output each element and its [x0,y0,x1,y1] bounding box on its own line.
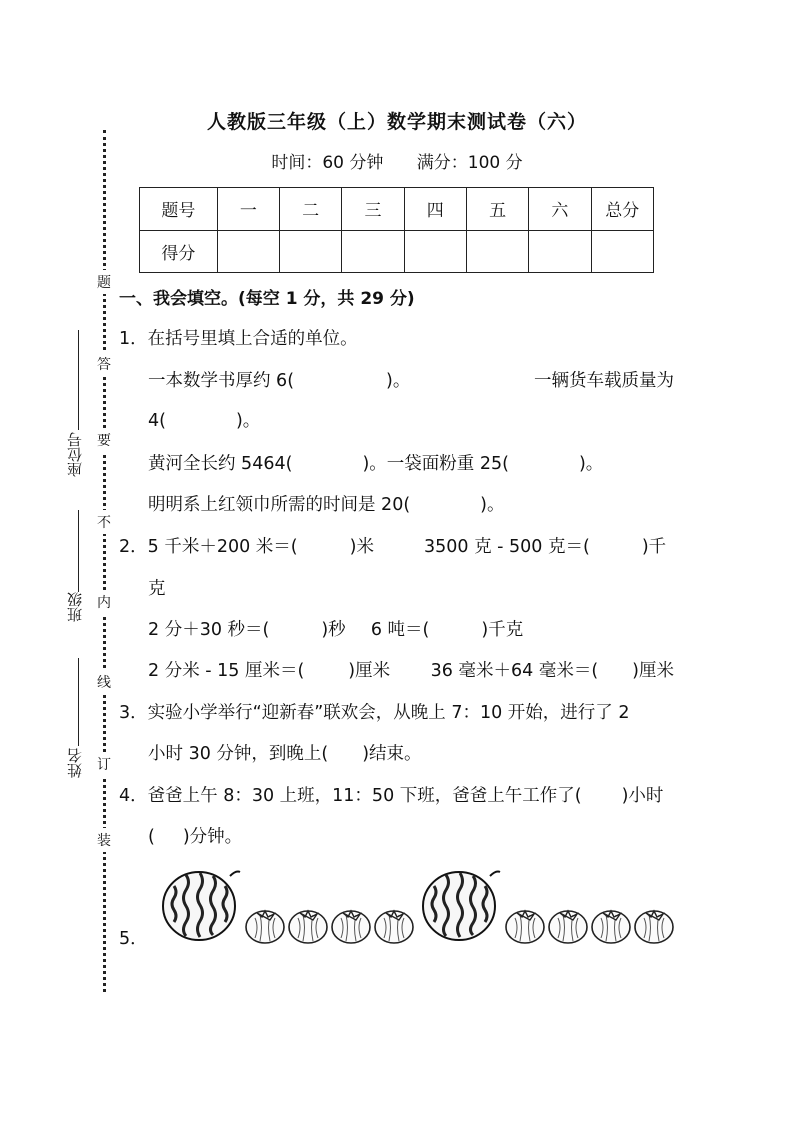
tomato-icon [287,905,329,945]
q1d-end: )。 [480,495,505,515]
score-cell[interactable] [280,230,342,273]
score-header-cell: 总分 [591,188,653,231]
q4-line-2 [148,823,242,848]
score-table-header-row [140,188,654,231]
question-number: 1． [119,329,148,349]
score-table-score-row [140,230,654,273]
q2f-end: )厘米 [632,661,674,681]
q1a-text [148,367,410,392]
q1c-mid: )。一袋面粉重 25( [362,454,509,474]
q2d-start: 6 吨＝( [370,620,430,640]
q2-line-1 [119,533,374,558]
seal-char: 不 [96,510,112,534]
score-header-cell: 三 [342,188,404,231]
q2c-start: 2 分＋30 秒＝( [148,620,270,640]
q2e-text [148,657,390,682]
q3-line-2 [148,740,422,765]
q4-text2: )分钟。 [182,827,243,847]
q2a-start: 5 千米＋200 米＝( [147,537,298,557]
watermelon-icon [160,866,242,942]
q3-text3: )结束。 [362,744,422,764]
q4-text: 爸爸上午 8：30 上班，11：50 下班，爸爸上午工作了( [147,786,582,806]
q2-line-1b [424,533,666,558]
score-row-label: 得分 [140,230,218,273]
q1-line-c [148,450,603,475]
score-cell[interactable] [342,230,404,273]
tomato-icon [590,905,632,945]
score-header-cell: 六 [529,188,591,231]
seal-char: 答 [96,352,112,376]
q2-line-e [148,657,674,682]
q3-text2: 小时 30 分钟，到晚上( [148,744,329,764]
seal-char: 装 [96,828,112,852]
q1c-end: )。 [578,454,604,474]
q4-text-end: )小时 [621,786,664,806]
question-number: 2． [119,537,148,557]
question-text: 在括号里填上合适的单位。 [147,329,358,349]
q1-line-d [148,491,505,516]
score-cell[interactable] [404,230,466,273]
seal-char: 线 [96,670,112,694]
q1-line-b2 [148,407,260,432]
q3-text: 实验小学举行“迎新春”联欢会，从晚上 7：10 开始，进行了 2 [147,703,630,723]
q1b-text: 一辆货车载质量为 [534,371,674,391]
q2f-start: 36 毫米＋64 毫米＝( [430,661,599,681]
exam-title: 人教版三年级（上）数学期末测试卷（六） [206,111,587,133]
score-cell[interactable] [217,230,279,273]
binding-dotted-line [103,130,106,992]
q1c-start: 黄河全长约 5464( [148,454,293,474]
q3-line-1 [119,699,630,724]
q2b-start: 3500 克 - 500 克＝( [424,537,590,557]
score-cell[interactable] [466,230,528,273]
exam-time: 时间：60 分钟 [271,153,384,173]
q5-number: 5． [119,929,148,949]
q1a-end: )。 [386,371,411,391]
question-1-stem [119,325,358,350]
watermelon-icon [420,866,502,942]
seat-number-label: 座位号 [66,432,84,477]
q2e-start: 2 分米 - 15 厘米＝( [148,661,305,681]
score-header-cell: 五 [466,188,528,231]
seal-char: 内 [96,590,112,614]
q2-wrap: 克 [148,579,166,599]
q1-line-a [148,367,674,392]
exam-full-score: 满分：100 分 [416,153,523,173]
score-cell[interactable] [591,230,653,273]
q2b-end: )千 [641,537,667,557]
question-number: 3． [119,703,148,723]
name-label: 姓名 [66,748,84,778]
score-header-cell: 四 [404,188,466,231]
q2-line-c [148,616,523,641]
seal-char: 题 [96,270,112,294]
q2d-end: )千克 [481,620,524,640]
q2c-end: )秒 [321,620,346,640]
seal-char: 要 [96,428,112,452]
q2a-end: )米 [349,537,374,557]
exam-info [0,148,794,173]
tomato-icon [373,905,415,945]
class-label: 班级 [66,592,84,622]
score-cell[interactable] [529,230,591,273]
seal-char: 订 [96,752,112,776]
q2e-end: )厘米 [348,661,391,681]
score-header-cell: 二 [280,188,342,231]
question-number: 4． [119,786,148,806]
class-field[interactable] [78,510,79,592]
q4-paren-open: ( [148,827,155,847]
score-table [139,187,654,273]
tomato-icon [547,905,589,945]
score-header-cell: 一 [217,188,279,231]
tomato-icon [244,905,286,945]
q1b2-start: 4( [148,411,166,431]
q1d-start: 明明系上红领巾所需的时间是 20( [148,495,411,515]
seat-number-field[interactable] [78,330,79,430]
q4-line-1 [119,782,663,807]
tomato-icon [633,905,675,945]
tomato-icon [330,905,372,945]
q1b2-end: )。 [235,411,261,431]
name-field[interactable] [78,658,79,746]
q2f-text [431,657,674,682]
tomato-icon [504,905,546,945]
section-heading: 一、我会填空。(每空 1 分，共 29 分) [119,289,415,309]
score-header-cell: 题号 [140,188,218,231]
q1a-start: 一本数学书厚约 6( [148,371,295,391]
